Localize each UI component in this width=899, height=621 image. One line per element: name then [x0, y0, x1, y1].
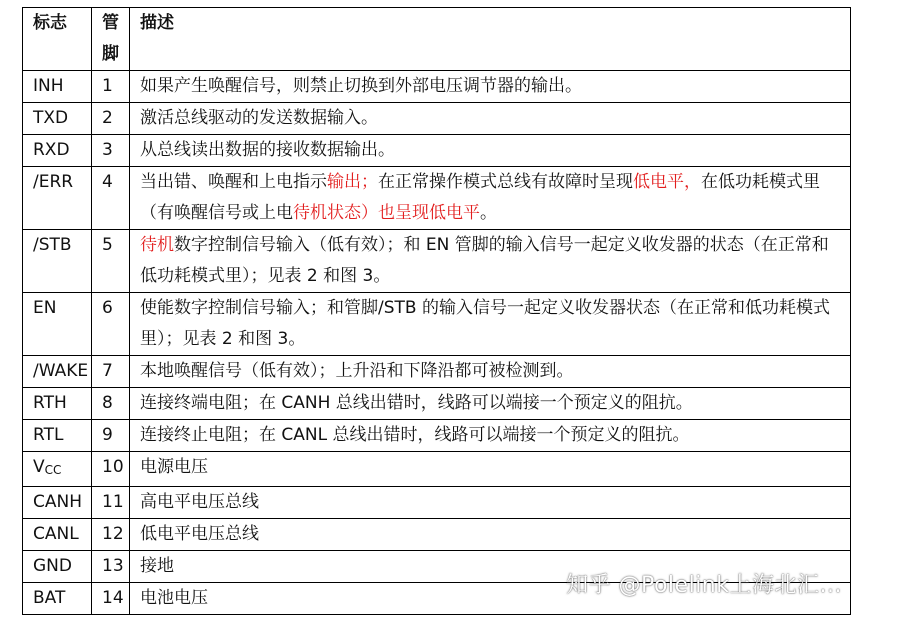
pin-mark-cell	[23, 167, 92, 230]
table-row	[23, 388, 851, 420]
pin-number: 13	[92, 551, 130, 583]
table-row	[23, 135, 851, 167]
pin-description	[130, 452, 851, 487]
pin-number: 14	[92, 583, 130, 615]
pin-mark-cell	[23, 519, 92, 551]
description-text: 电源电压	[140, 457, 208, 477]
pin-mark-cell	[23, 452, 92, 487]
pin-mark: TXD	[33, 108, 69, 128]
pin-mark: /ERR	[33, 172, 74, 192]
pin-number: 12	[92, 519, 130, 551]
description-text: 从总线读出数据的接收数据输出。	[140, 140, 395, 160]
pin-mark: INH	[33, 76, 64, 96]
description-text: 本地唤醒信号（低有效）；上升沿和下降沿都可被检测到。	[140, 361, 574, 381]
table-row	[23, 230, 851, 293]
header-pin: 管脚	[92, 8, 130, 71]
description-text: 连接终端电阻；在 CANH 总线出错时，线路可以端接一个预定义的阻抗。	[140, 393, 693, 413]
pin-description	[130, 519, 851, 551]
table-body	[23, 71, 851, 615]
description-highlight: 待机	[140, 235, 174, 255]
pin-description	[130, 420, 851, 452]
header-mark: 标志	[23, 8, 92, 71]
pin-number: 3	[92, 135, 130, 167]
description-text: 连接终止电阻；在 CANL 总线出错时，线路可以端接一个预定义的阻抗。	[140, 425, 690, 445]
pin-description	[130, 293, 851, 356]
pin-mark: /WAKE	[33, 361, 89, 381]
table-row	[23, 167, 851, 230]
table-row	[23, 420, 851, 452]
pin-mark-cell	[23, 487, 92, 519]
table-row	[23, 487, 851, 519]
pin-number: 2	[92, 103, 130, 135]
description-highlight: 低电平，	[633, 172, 701, 192]
description-text: 低电平电压总线	[140, 524, 259, 544]
pin-mark-cell	[23, 356, 92, 388]
pin-mark: EN	[33, 298, 57, 318]
pin-number: 8	[92, 388, 130, 420]
pin-mark-cell	[23, 230, 92, 293]
pin-description	[130, 71, 851, 103]
pin-description-table	[22, 7, 851, 615]
description-text: 激活总线驱动的发送数据输入。	[140, 108, 378, 128]
pin-number: 5	[92, 230, 130, 293]
table-row	[23, 293, 851, 356]
table-row	[23, 356, 851, 388]
pin-number: 9	[92, 420, 130, 452]
description-highlight: 待机状态）也呈现低电平	[293, 203, 480, 223]
pin-mark: V	[33, 457, 45, 477]
pin-mark: CANL	[33, 524, 79, 544]
pin-mark-cell	[23, 103, 92, 135]
pin-description	[130, 487, 851, 519]
pin-mark-cell	[23, 388, 92, 420]
description-text: 电池电压	[140, 588, 208, 608]
pin-description	[130, 103, 851, 135]
description-text: 在低功耗模式里（有唤醒信号或上电	[140, 172, 820, 223]
description-text: 接地	[140, 556, 174, 576]
pin-number: 4	[92, 167, 130, 230]
description-text: 在正常操作模式总线有故障时呈现	[378, 172, 633, 192]
table-row	[23, 71, 851, 103]
pin-description	[130, 230, 851, 293]
pin-mark: /STB	[33, 235, 72, 255]
pin-number: 10	[92, 452, 130, 487]
description-text: 当出错、唤醒和上电指示	[140, 172, 327, 192]
header-description: 描述	[130, 8, 851, 71]
pin-number: 11	[92, 487, 130, 519]
pin-mark-cell	[23, 135, 92, 167]
pin-mark-cell	[23, 420, 92, 452]
pin-mark-cell	[23, 551, 92, 583]
description-text: 如果产生唤醒信号，则禁止切换到外部电压调节器的输出。	[140, 76, 582, 96]
description-text: 数字控制信号输入（低有效）；和 EN 管脚的输入信号一起定义收发器的状态（在正常和低功耗模式里）；见表 2 和图 3。	[140, 235, 829, 286]
pin-description	[130, 135, 851, 167]
pin-mark-cell	[23, 583, 92, 615]
pin-mark: BAT	[33, 588, 66, 608]
pin-number: 6	[92, 293, 130, 356]
pin-mark-cell	[23, 293, 92, 356]
pin-mark-subscript: CC	[44, 463, 62, 477]
table-row	[23, 519, 851, 551]
pin-number: 1	[92, 71, 130, 103]
description-text: 使能数字控制信号输入；和管脚/STB 的输入信号一起定义收发器状态（在正常和低功耗模式里）；见表 2 和图 3。	[140, 298, 830, 349]
pin-mark: GND	[33, 556, 72, 576]
description-text: 。	[480, 203, 497, 223]
table-row	[23, 452, 851, 487]
pin-mark: CANH	[33, 492, 82, 512]
description-highlight: 输出；	[327, 172, 378, 192]
pin-mark: RXD	[33, 140, 70, 160]
pin-mark-cell	[23, 71, 92, 103]
pin-mark: RTH	[33, 393, 67, 413]
pin-description	[130, 388, 851, 420]
watermark: 知乎 @Polelink上海北汇...	[566, 573, 842, 598]
pin-description	[130, 167, 851, 230]
pin-mark: RTL	[33, 425, 64, 445]
pin-number: 7	[92, 356, 130, 388]
pin-description	[130, 356, 851, 388]
description-text: 高电平电压总线	[140, 492, 259, 512]
table-header-row	[23, 8, 851, 71]
table-row	[23, 103, 851, 135]
